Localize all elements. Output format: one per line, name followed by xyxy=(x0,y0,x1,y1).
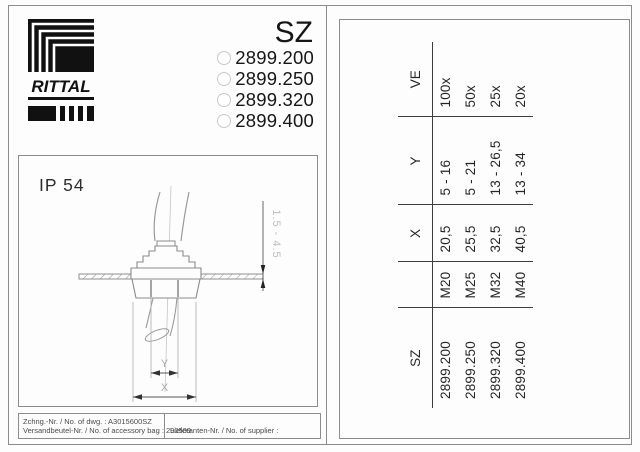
cell-y: 13 - 34 xyxy=(508,117,533,205)
order-number: 2899.250 xyxy=(235,68,314,89)
order-option-row xyxy=(217,111,314,131)
spec-table xyxy=(398,42,533,408)
cell-ve: 100x xyxy=(433,42,459,117)
order-number: 2899.200 xyxy=(235,47,314,68)
col-header-sz: SZ xyxy=(398,308,433,408)
grommet-stepped-cone xyxy=(131,246,201,279)
cell-thread: M25 xyxy=(458,262,483,308)
supplier-number: Lieferanten-Nr. / No. of supplier : xyxy=(170,426,279,435)
accessory-bag-number: Versandbeutel-Nr. / No. of accessory bag : 290509 xyxy=(23,425,192,435)
ip-rating-label: IP 54 xyxy=(39,175,85,195)
cell-y: 13 - 26,5 xyxy=(483,117,508,205)
option-circle[interactable] xyxy=(217,114,231,128)
dim-y-label: Y xyxy=(160,358,169,370)
cable-gland-technical-drawing xyxy=(19,156,317,406)
cable-upper xyxy=(154,192,160,241)
order-option-row xyxy=(217,69,314,89)
panel-divider xyxy=(326,5,327,444)
spec-row xyxy=(508,42,533,408)
cell-sz: 2899.250 xyxy=(463,341,478,399)
drawing-number: Zchng.-Nr. / No. of dwg. : A3015600SZ xyxy=(23,416,152,426)
col-header-x: X xyxy=(398,205,433,262)
option-circle[interactable] xyxy=(217,51,231,65)
spec-row xyxy=(433,42,459,408)
product-title: SZ xyxy=(274,16,313,49)
option-circle[interactable] xyxy=(217,93,231,107)
cell-thread: M40 xyxy=(508,262,533,308)
col-header-y: Y xyxy=(398,117,433,205)
order-number: 2899.400 xyxy=(235,110,314,131)
drawing-frame xyxy=(18,155,318,407)
col-header-ve: VE xyxy=(398,42,433,117)
rittal-wordmark: RITTAL xyxy=(28,77,94,100)
cable-upper xyxy=(181,192,189,241)
spec-row xyxy=(483,42,508,408)
grommet-body xyxy=(132,279,200,298)
cell-sz: 2899.200 xyxy=(438,341,453,399)
title-block-left-cell xyxy=(19,414,192,438)
spec-header-row xyxy=(398,42,433,408)
dim-thickness-label: 1.5 - 4.5 xyxy=(270,209,282,259)
panel-right xyxy=(198,274,263,279)
cell-sz: 2899.400 xyxy=(513,341,528,399)
grommet-cap xyxy=(157,241,175,246)
panel-left xyxy=(79,274,132,279)
cable-lower xyxy=(146,298,153,328)
cell-x: 40,5 xyxy=(508,205,533,262)
cell-x: 20,5 xyxy=(433,205,459,262)
option-circle[interactable] xyxy=(217,72,231,86)
order-option-row xyxy=(217,48,314,68)
cell-x: 25,5 xyxy=(458,205,483,262)
order-option-row xyxy=(217,90,314,110)
dim-x-label: X xyxy=(160,382,169,394)
col-header-thread xyxy=(398,262,433,308)
cell-y: 5 - 21 xyxy=(458,117,483,205)
spec-row xyxy=(458,42,483,408)
title-block xyxy=(18,413,321,439)
order-number: 2899.320 xyxy=(235,89,314,110)
cell-y: 5 - 16 xyxy=(433,117,459,205)
cable-lower xyxy=(170,298,177,336)
rittal-logo-mark-icon xyxy=(28,19,94,72)
spec-table-rotated xyxy=(398,42,528,408)
cell-ve: 20x xyxy=(508,42,533,117)
rittal-logo xyxy=(28,19,94,121)
cell-thread: M32 xyxy=(483,262,508,308)
cell-ve: 25x xyxy=(483,42,508,117)
rittal-logo-bar xyxy=(28,106,94,121)
cell-ve: 50x xyxy=(458,42,483,117)
cell-sz: 2899.320 xyxy=(488,341,503,399)
cell-thread: M20 xyxy=(433,262,459,308)
cell-x: 32,5 xyxy=(483,205,508,262)
